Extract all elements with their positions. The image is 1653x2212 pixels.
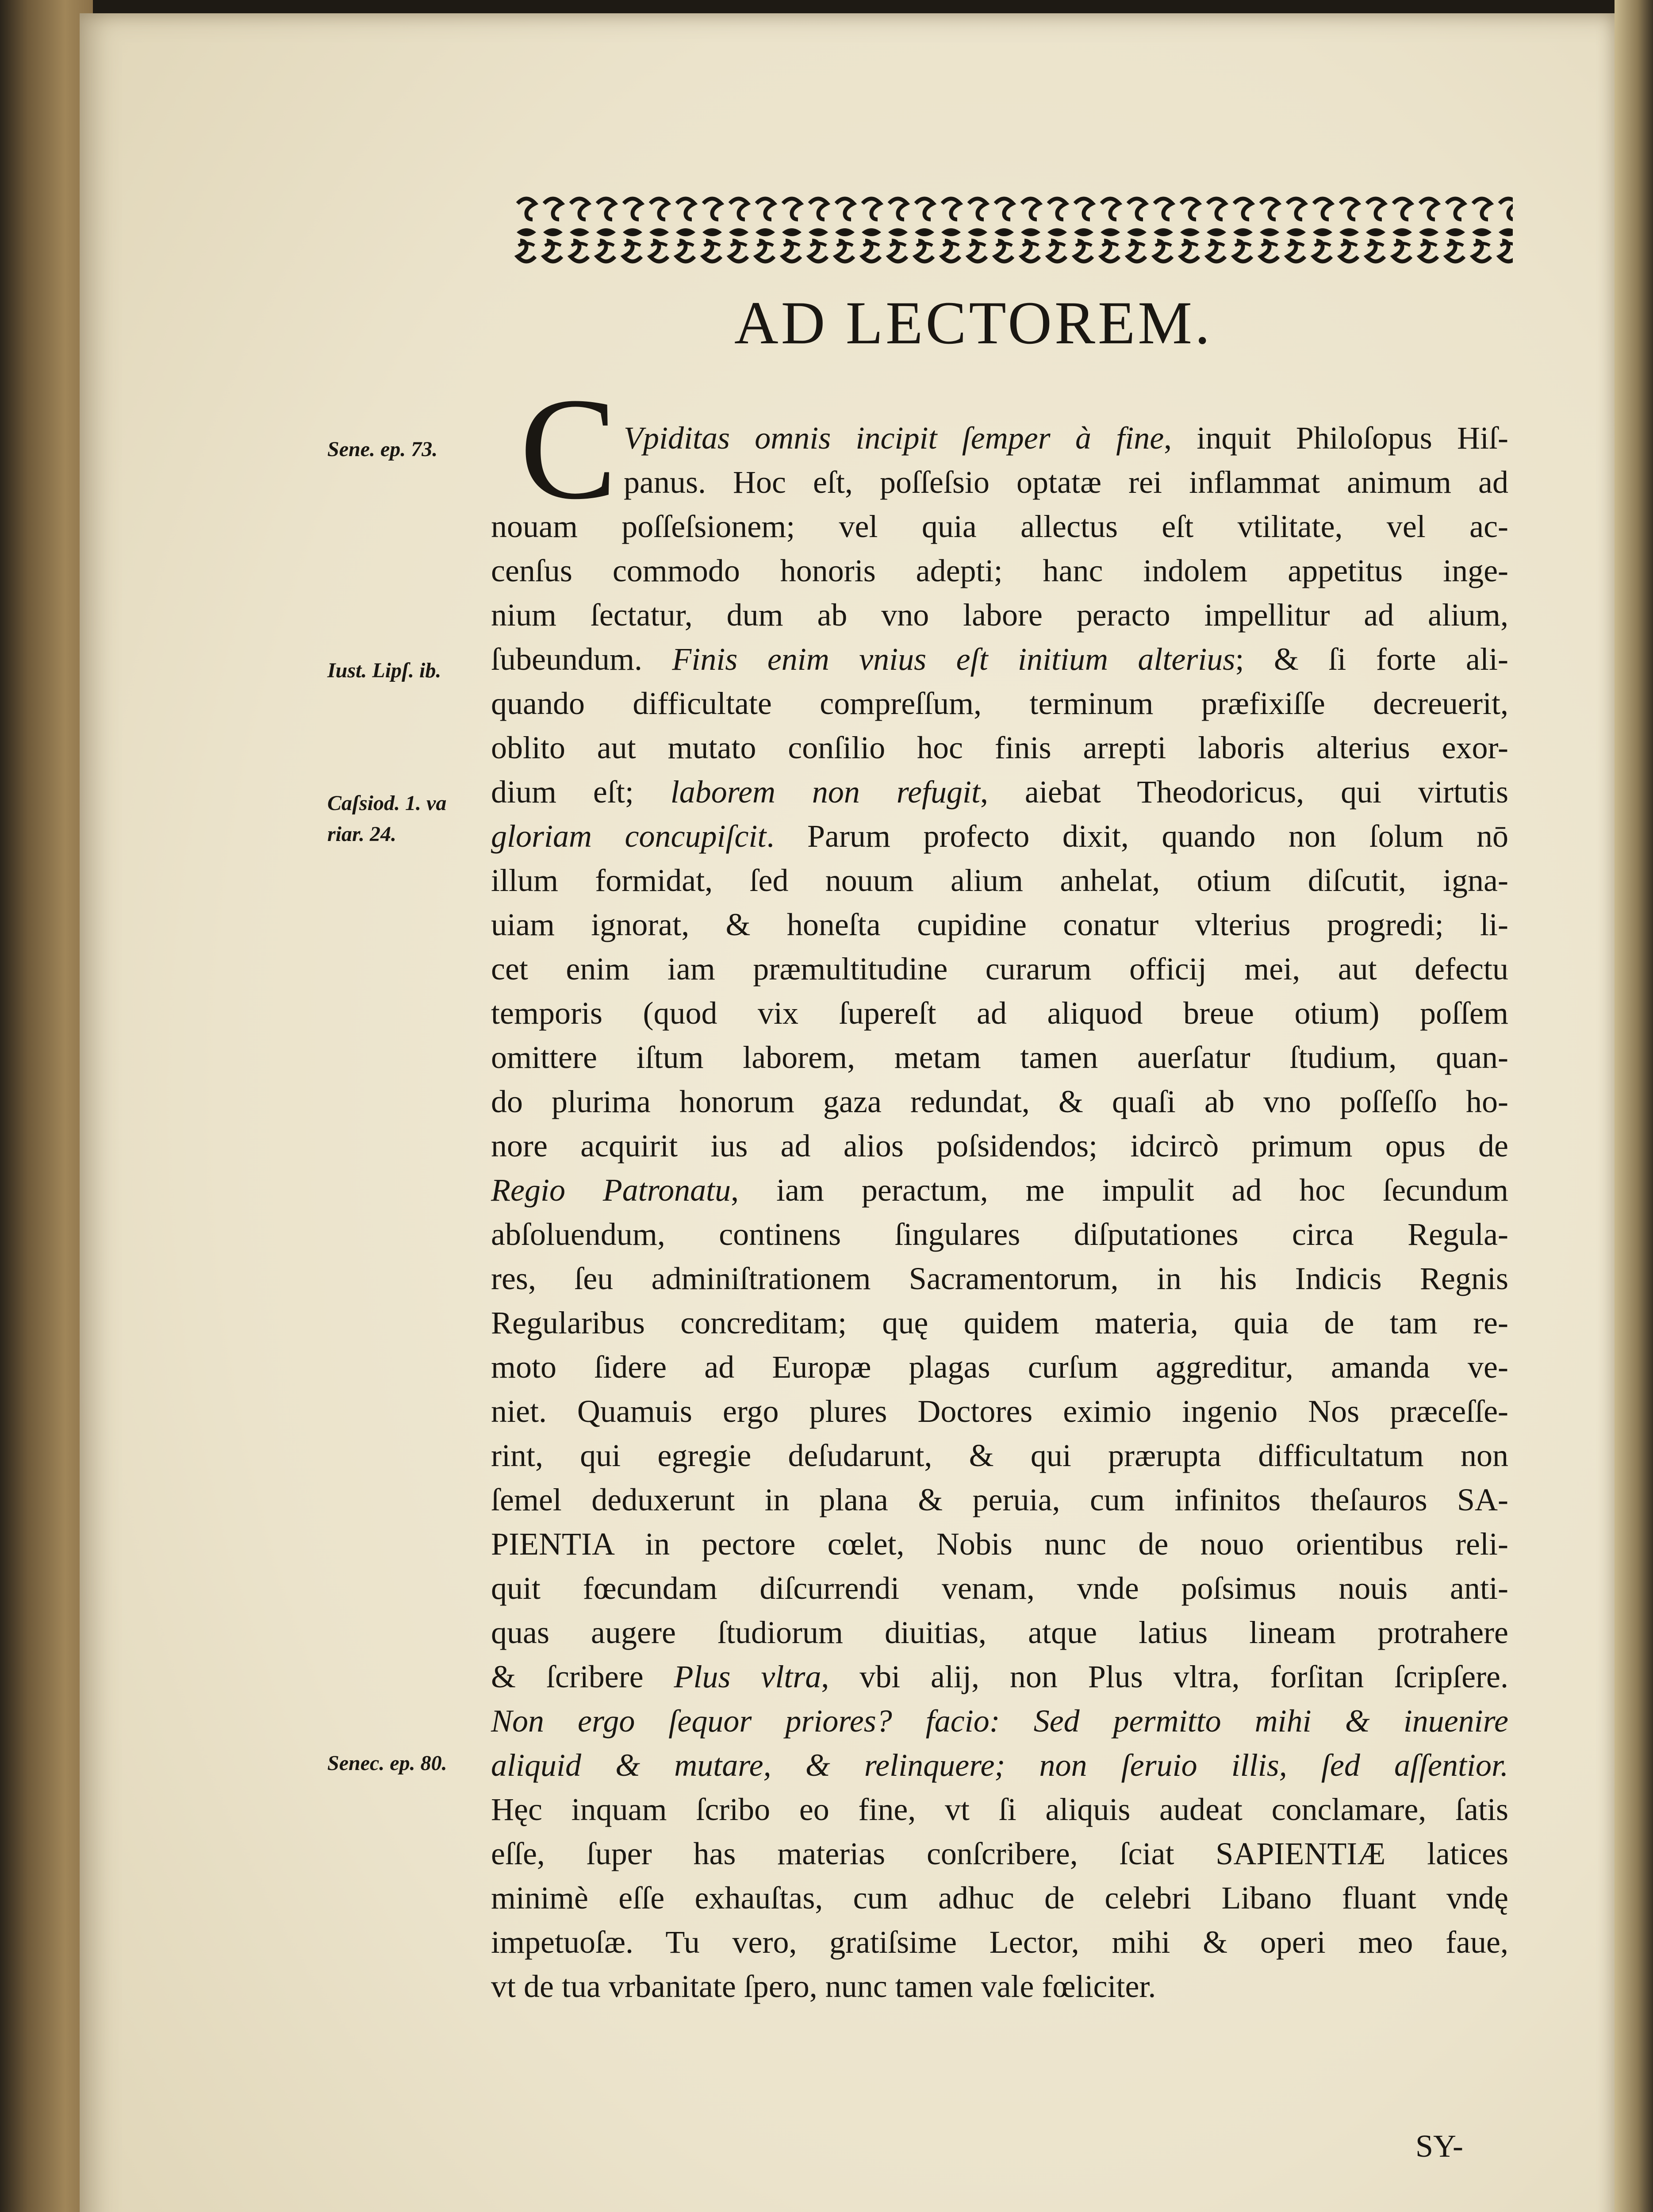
text-line [491,991,1508,1035]
italic-text: Regio Patronatu [491,1172,731,1208]
text-line [491,593,1508,637]
text-run: abſoluendum, continens ſingulares diſputationes circa Regula- [491,1217,1508,1252]
text-run: cet enim iam præmultitudine curarum officij mei, aut defectu [491,951,1508,987]
text-run: eſſe, ſuper has materias conſcribere, ſciat SAPIENTIÆ latices [491,1836,1508,1871]
text-run: . Parum profecto dixit, quando non ſolum nō [766,818,1508,854]
text-line [491,1433,1508,1478]
text-run: omittere iſtum laborem, metam tamen auerſatur ſtudium, quan- [491,1040,1508,1075]
page-title: AD LECTOREM. [734,289,1213,357]
text-run: PIENTIA in pectore cœlet, Nobis nunc de nouo orientibus reli- [491,1526,1508,1562]
text-line [491,814,1508,858]
text-run: ſubeundum. [491,641,672,677]
text-run: res, ſeu adminiſtrationem Sacramentorum, in his Indicis Regnis [491,1261,1508,1296]
margin-note: Iust. Lipſ. ib. [327,659,441,682]
text-run: quando difficultate compreſſum, terminum præfixiſſe decreuerit, [491,686,1508,721]
text-line [491,1832,1508,1876]
text-line [491,1478,1508,1522]
text-line [491,1610,1508,1655]
text-run: nium ſectatur, dum ab vno labore peracto impellitur ad alium, [491,597,1508,633]
margin-note: riar. 24. [327,822,397,846]
text-run: , iam peractum, me impulit ad hoc ſecundum [731,1172,1509,1208]
text-line [491,1168,1508,1212]
text-line [491,1566,1508,1610]
text-run: ; & ſi forte ali- [1235,641,1508,677]
text-line [491,1256,1508,1301]
text-run: Regularibus concreditam; quę quidem materia, quia de tam re- [491,1305,1508,1340]
text-run: & ſcribere [491,1659,674,1694]
text-line [491,726,1508,770]
italic-text: Vpiditas omnis incipit ſemper à fine [624,420,1164,456]
text-line [624,416,1508,460]
text-run: quit fœcundam diſcurrendi venam, vnde poſsimus nouis anti- [491,1571,1508,1606]
text-run: minimè eſſe exhauſtas, cum adhuc de celebri Libano fluant vndę [491,1880,1508,1916]
text-run: , aiebat Theodoricus, qui virtutis [980,774,1508,810]
text-line [491,1345,1508,1389]
text-line [491,1920,1508,1964]
italic-text: laborem non refugit [670,774,981,810]
text-run: oblito aut mutato conſilio hoc finis arrepti laboris alterius exor- [491,730,1508,765]
text-run: panus. Hoc eſt, poſſeſsio optatæ rei inflammat animum ad [624,465,1508,500]
text-line [491,858,1508,902]
drop-cap: C [519,368,617,530]
text-run: niet. Quamuis ergo plures Doctores eximio ingenio Nos præceſſe- [491,1394,1508,1429]
italic-text: Non ergo ſequor priores? facio: Sed permitto mihi & inuenire [491,1703,1508,1739]
text-line [491,504,1508,549]
text-run: cenſus commodo honoris adepti; hanc indolem appetitus inge- [491,553,1508,588]
text-line [491,947,1508,991]
text-line [491,1964,1508,2008]
text-line [491,549,1508,593]
text-run: nouam poſſeſsionem; vel quia allectus eſt vtilitate, vel ac- [491,509,1508,544]
text-line [491,1212,1508,1256]
text-run: , inquit Philoſopus Hiſ- [1164,420,1508,456]
ornamental-headpiece [513,190,1513,270]
text-run: uiam ignorat, & honeſta cupidine conatur vlterius progredi; li- [491,907,1508,942]
text-run: ſemel deduxerunt in plana & peruia, cum infinitos theſauros SA- [491,1482,1508,1517]
italic-text: gloriam concupiſcit [491,818,767,854]
text-line [491,1124,1508,1168]
margin-note: Sene. ep. 73. [327,438,438,461]
text-line [491,770,1508,814]
text-run: rint, qui egregie deſudarunt, & qui prærupta difficultatum non [491,1438,1508,1473]
text-line [491,681,1508,726]
text-line [491,1389,1508,1433]
text-line [491,1876,1508,1920]
text-line [491,1743,1508,1787]
text-run: Hęc inquam ſcribo eo fine, vt ſi aliquis audeat conclamare, ſatis [491,1792,1508,1827]
text-line [491,1035,1508,1079]
text-line [491,1655,1508,1699]
italic-text: Finis enim vnius eſt initium alterius [672,641,1235,677]
text-run: do plurima honorum gaza redundat, & quaſi ab vno poſſeſſo ho- [491,1084,1508,1119]
text-run: moto ſidere ad Europæ plagas curſum aggreditur, amanda ve- [491,1349,1508,1385]
margin-note: Senec. ep. 80. [327,1751,447,1775]
text-run: , vbi alij, non Plus vltra, forſitan ſcripſere. [821,1659,1508,1694]
text-run: impetuoſæ. Tu vero, gratiſsime Lector, mihi & operi meo faue, [491,1924,1508,1960]
text-line [491,1787,1508,1832]
text-line [624,460,1508,504]
italic-text: Plus vltra [674,1659,821,1694]
text-run: nore acquirit ius ad alios poſsidendos; idcircò primum opus de [491,1128,1508,1164]
text-line [491,1699,1508,1743]
text-run: quas augere ſtudiorum diuitias, atque latius lineam protrahere [491,1615,1508,1650]
margin-note: Caſsiod. 1. va [327,791,447,815]
italic-text: aliquid & mutare, & relinquere; non ſeruio illis, ſed aſſentior. [491,1747,1508,1783]
text-line [491,902,1508,947]
text-run: dium eſt; [491,774,671,810]
page-edge [1615,0,1653,2212]
catchword: SY- [1415,2128,1464,2164]
text-line [491,637,1508,681]
book-gutter [0,0,93,2212]
text-run: vt de tua vrbanitate ſpero, nunc tamen vale fœliciter. [491,1969,1156,2004]
text-run: illum formidat, ſed nouum alium anhelat, otium diſcutit, igna- [491,863,1508,898]
text-line [491,1522,1508,1566]
text-line [491,1079,1508,1124]
text-run: temporis (quod vix ſupereſt ad aliquod breue otium) poſſem [491,995,1508,1031]
text-line [491,1301,1508,1345]
